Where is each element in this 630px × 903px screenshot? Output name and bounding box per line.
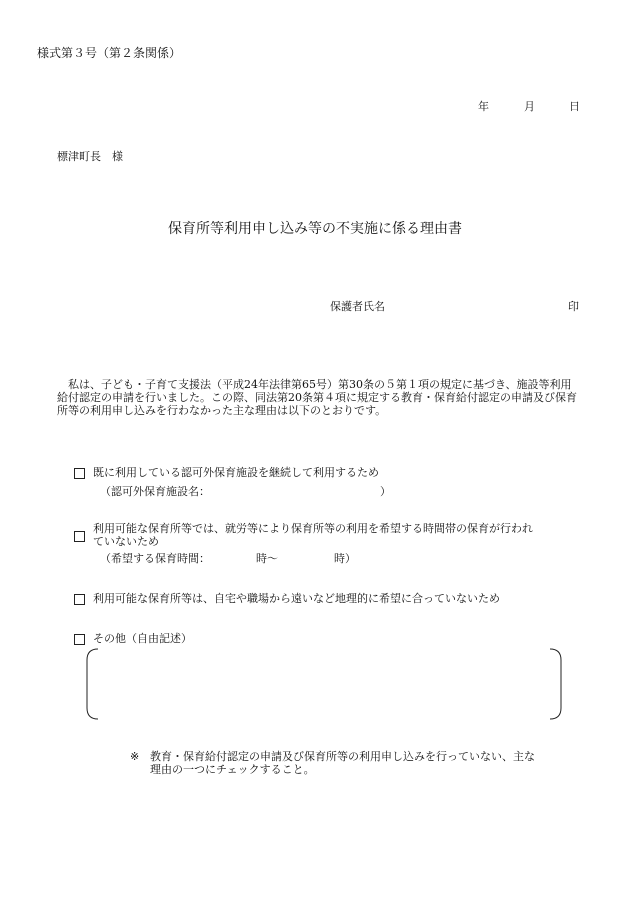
- option-2-label-line2: ていないため: [93, 535, 159, 548]
- option-4-label: その他（自由記述）: [93, 632, 192, 645]
- option-2-time-close: 時）: [334, 552, 356, 565]
- form-number: 様式第３号（第２条関係）: [37, 46, 182, 60]
- option-1-facility-close: ）: [380, 485, 391, 498]
- option-2-time-label: （希望する保育時間：: [100, 552, 210, 565]
- statement-paragraph: 私は、子ども・子育て支援法（平成24年法律第65号）第30条の５第１項の規定に基づき、施設等利用給付認定の申請を行いました。この際、同法第20条第４項に規定する教育・保育給付認定の申請及び保育所等の利用申し込みを行わなかった主な理由は以下のとおりです。: [57, 378, 577, 417]
- option-1-checkbox[interactable]: [74, 468, 85, 479]
- option-3-checkbox[interactable]: [74, 594, 85, 605]
- option-4-checkbox[interactable]: [74, 634, 85, 645]
- date-day-label: 日: [569, 100, 580, 113]
- note-mark: ※: [130, 750, 140, 763]
- option-1-label: 既に利用している認可外保育施設を継続して利用するため: [93, 466, 379, 479]
- addressee: 標津町長 様: [57, 150, 123, 163]
- guardian-name-label: 保護者氏名: [330, 300, 385, 313]
- date-year-label: 年: [478, 100, 489, 113]
- seal-mark: 印: [568, 300, 579, 313]
- option-3-label: 利用可能な保育所等は、自宅や職場から遠いなど地理的に希望に合っていないため: [93, 592, 500, 605]
- option-2-label-line1: 利用可能な保育所等では、就労等により保育所等の利用を希望する時間帯の保育が行われ: [93, 522, 533, 535]
- note-text: 教育・保育給付認定の申請及び保育所等の利用申し込みを行っていない、主な理由の一つにチェックすること。: [150, 750, 535, 776]
- date-month-label: 月: [524, 100, 535, 113]
- option-2-time-mid: 時～: [256, 552, 278, 565]
- document-title: 保育所等利用申し込み等の不実施に係る理由書: [168, 221, 462, 237]
- free-text-area[interactable]: [86, 648, 562, 720]
- option-2-checkbox[interactable]: [74, 531, 85, 542]
- option-1-facility-label: （認可外保育施設名：: [100, 485, 210, 498]
